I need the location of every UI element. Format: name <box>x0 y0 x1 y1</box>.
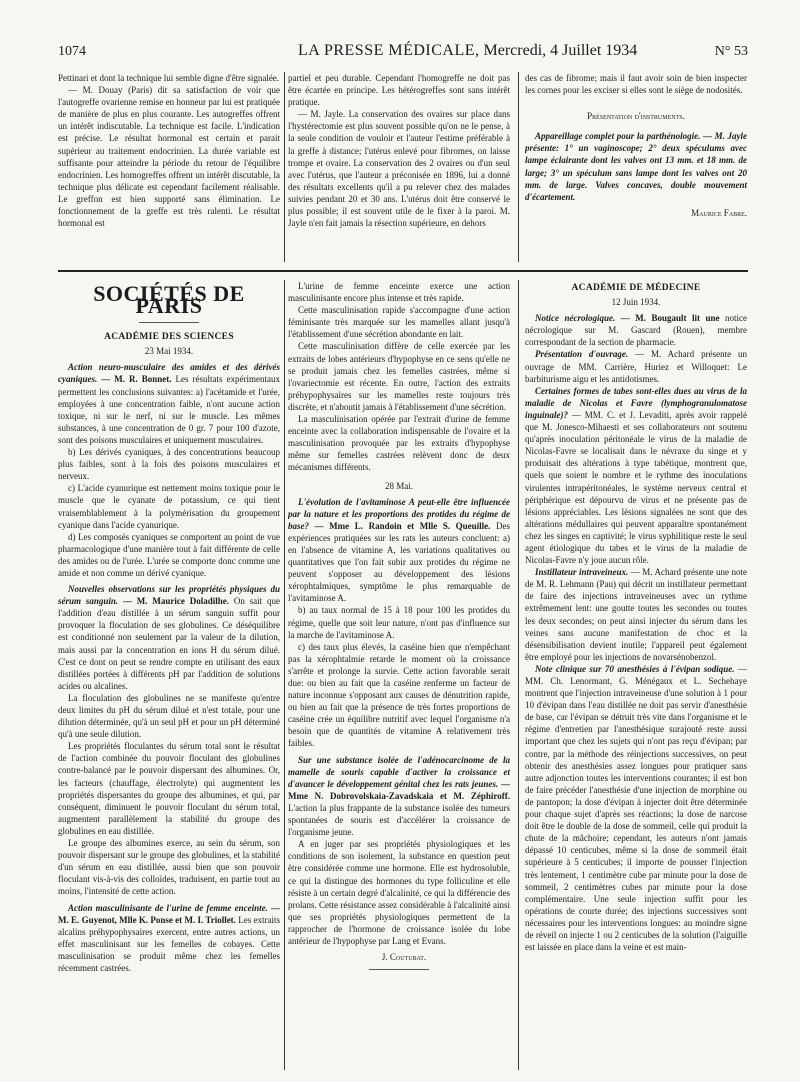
paragraph: Pettinari et dont la technique lui semble digne d'être signalée. <box>58 73 280 83</box>
paragraph: c) L'acide cyanurique est nettement moins toxique pour le muscle que le cyanate de potassium, ce qui tient vraisemblablement à la polymérisation du groupement cyanique dans l'acide cyanurique. <box>58 483 280 530</box>
section-heading: ACADÉMIE DES SCIENCES <box>104 332 234 343</box>
paragraph: — M. Achard présente une note de M. R. Lehmann (Pau) qui décrit un instillateur permettant de faire des injections intraveineuses avec un rythme extrêmement lent: une goutte toutes les secondes ou toutes les deux secondes; on peut ainsi injecter du sérum dans les veines sans aucune manifestation de choc et la désensibilisation devient inutile; l'appareil peut également être employé pour les injections de novarsénobenzol. <box>525 567 747 662</box>
paragraph: Appareillage complet pour la parthénologie. — M. Jayle présente: 1° un vaginoscope; 2° deux spéculums avec lampe éclairante dont les valves ont 13 mm. et 18 mm. de large; 3° un spéculum sans lampe dont les valves ont 20 mm. de large. Valves concaves, double mouvement d'écartement. <box>525 131 747 202</box>
journal-name: LA PRESSE MÉDICALE, <box>298 42 480 59</box>
bottom-column-1 <box>58 280 280 1075</box>
paragraph: La floculation des globulines ne se manifeste qu'entre deux limites du pH du sérum dilué et n'est totale, pour une dilution déterminée, qu'à un seul pH et pour un pH déterminé qu'à une seule dilution. <box>58 692 280 740</box>
bottom-column-2 <box>288 280 510 1075</box>
paragraph: — M. Jayle. La conservation des ovaires sur place dans l'hystérectomie est plus souvent possible qu'on ne le pense, à la seule condition de vouloir et l'auteur l'estime préférable à la greffe à distance; l'utérus enlevé pour fibromes, on laisse trompe et ovaire. La conservation des 2 ovaires ou d'un seul avec l'utérus, que l'auteur a préconisée en 1896, lui a donné des résultats excellents qu'il a pu relever chez des malades suivies pendant 20 et 30 ans. L'utérus doit être conservé le plus possible; il est souvent utile de le fixer à la paroi. M. Jayle n'en fait jamais la résection supérieure, en dehors <box>288 109 510 229</box>
paragraph: La masculinisation opérée par l'extrait d'urine de femme enceinte avec la collaboration indispensable de l'ovaire et la masculinisation provoquée par les extraits d'hypophyse même sur femelles castrées relèvent donc de deux mécanismes différents. <box>288 414 510 473</box>
article-title: Présentation d'ouvrage. <box>535 349 629 360</box>
paragraph: b) au taux normal de 15 à 18 pour 100 les protides du régime, quelle que soit leur nature, n'ont pas d'influence sur la marche de l'avitaminose A. <box>288 605 510 640</box>
paragraph: L'action la plus frappante de la substance isolée des tumeurs spontanées de souris est d'accélérer la croissance de l'organisme jeune. <box>288 802 510 838</box>
issue-date: Mercredi, 4 Juillet 1934 <box>483 42 638 59</box>
paragraph: notice nécrologique sur M. Gascard (Rouen), membre correspondant de la section de pharmacie. <box>525 313 747 348</box>
paragraph: partiel et peu durable. Cependant l'homogreffe ne doit pas être écartée en principe. Les hétérogreffes sont sans intérêt pratique. <box>288 73 510 108</box>
paragraph: b) Les dérivés cyaniques, à des concentrations beaucoup plus faibles, sont à la fois des poisons musculaires et nerveux. <box>58 447 280 482</box>
journal-title <box>298 42 637 60</box>
page-number: 1074 <box>58 44 86 59</box>
title-rule <box>139 322 199 323</box>
section-rule <box>58 270 748 272</box>
paragraph: — M. Douay (Paris) dit sa satisfaction de voir que l'autogreffe ovarienne remise en honneur par lui est pratiquée de manière de plus en plus courante. Les autogreffes offrent un intérêt indiscutable. La technique est facile. L'indication est précise. Le résultat hormonal est certain et parait supérieur au traitement endocrinien. La durée variable est suffisante pour atteindre la période du retour de l'équilibre endocrinien. Les homogreffes offrent un intérêt discutable, la technique plus délicate est cependant facilement réalisable. Le greffon est bien supporté sans élimination. Le fonctionnement de la greffe est très ralenti. Le résultat hormonal est <box>58 85 280 229</box>
paragraph: Les extraits alcalins préhypophysaires exercent, entre autres actions, un effet masculinisant sur les femelles de cobayes. Cette masculinisation se produit même chez les femelles récemment castrées. <box>58 914 280 973</box>
session-date: 28 Mai. <box>385 480 413 491</box>
article-title: Action masculinisante de l'urine de femme enceinte. <box>68 902 268 913</box>
column-divider <box>284 72 285 262</box>
paragraph: — MM. Ch. Lenormant, G. Ménégaux et L. Sechehaye montrent que l'injection intraveineuse d'une solution à 1 pour 10 d'évipan dans l'eau distillée ne doit pas servir d'anesthésie de base, car l'évipan se détruit très vite dans l'organisme et le régime d'entretien par l'anesthésique surajouté reste aussi important que chez les sujets qui n'ont pas reçu d'évipan; par contre, par la méthode des réinjections successives, on peut obtenir des anesthésies assez longues pour pratiquer sans autre adjonction toutes les interventions courantes; il est bon de faire précéder l'anesthésie d'une injection de morphine ou de pantopon; la dose d'évipan à injecter doit être déterminée pour chaque sujet d'après ses réactions; la dose de narcose doit être le double de la dose de sommeil, celle qui produit la chute de la mâchoire; cependant, les auteurs n'ont jamais dépassé 10 centicubes, même si la dose de sommeil était supérieure à 5 centicubes; il importe de pousser l'injection très lentement, 1 centimètre cube par minute pour la dose de sommeil, 2 centimètres cubes par minute pour la dose complémentaire. Une seule injection suffit pour les opérations de courte durée; des injections successives sont nécessaires pour les interventions longues: au moindre signe de réveil on injecte 1 ou 2 centicubes de la solution (l'aiguille est laissée en place dans la veine et est main- <box>525 663 747 953</box>
article-author: — M. R. Bonnet. <box>101 374 172 385</box>
section-heading: ACADÉMIE DE MÉDECINE <box>571 283 701 293</box>
bottom-column-3 <box>525 280 747 1075</box>
paragraph: Les résultats expérimentaux permettent les conclusions suivantes: a) l'acétamide et l'urée, employées à une concentration faible, n'ont aucune action toxique, ni sur le nerf, ni sur le muscle. Les mêmes substances, à une concentration de 0 gr. 7 pour 100 d'azote, sont des poisons musculaires et uniquement musculaires. <box>58 374 280 445</box>
top-column-1 <box>58 72 280 272</box>
article-author: — Mme L. Randoin et Mlle S. Queuille. <box>314 520 491 531</box>
article-author: — M. Maurice Doladilhe. <box>122 596 229 607</box>
end-rule <box>369 969 429 970</box>
article-title: Sur une substance isolée de l'adénocarcinome de la mamelle de souris capable d'activer la croissance et d'avancer le développement génital chez les rats jeunes. <box>288 754 510 789</box>
article-title: Note clinique sur 70 anesthésies à l'évipan sodique. <box>535 663 735 674</box>
top-column-3 <box>525 72 747 272</box>
paragraph: L'urine de femme enceinte exerce une action masculinisante encore plus intense et très rapide. <box>288 281 510 304</box>
article-title: Notice nécrologique. <box>535 313 616 324</box>
paragraph: c) des taux plus élevés, la caséine bien que n'empêchant pas la xérophtalmie retarde le moment où la croissance s'arrête et prolonge la survie. Cette action favorable serait due: ou bien au fait que la caséine renferme un facteur de nature inconnue s'opposant aux causes de dénutrition rapide, ou bien au fait que la présence de très fortes proportions de caséine crée un équilibre nutritif avec lequel l'organisme n'a besoin que de quantités de vitamine A relativement très faibles. <box>288 641 510 749</box>
top-column-2 <box>288 72 510 272</box>
paragraph: — MM. C. et J. Levaditi, après avoir rappelé que M. Jonesco-Mihaesti et ses collaborateurs ont soutenu qu'après inoculation péritonéale le virus de la maladie de Nicolas-Favre se localisait dans le névraxe du singe et y produisait des altérations à type tabétique, montrent que, quels que soient le nombre et le rythme des inoculations virulentes intrapéritonéales, le système nerveux central et périphérique est dépourvu de virus et ne présente pas de lésions appréciables. Les lésions signalées ne sont que des altérations médullaires qui peuvent apparaître spontanément chez les singes en captivité; le virus syphilitique reste le seul agent étiologique du tabes et le virus de la maladie de Nicolas-Favre n'y joue aucun rôle. <box>525 409 747 566</box>
section-heading: Présentation d'instruments. <box>587 111 685 122</box>
article-title: Nouvelles observations sur les propriétés physiques du sérum sanguin. <box>58 584 280 607</box>
paragraph: Le groupe des albumines exerce, au sein du sérum, son pouvoir dispersant sur le groupe des globulines, et la stabilité d'un sérum en eau distillée, aussi bien que son pouvoir floculant vis-à-vis des colloïdes, traduisent, en partie tout au moins, l'intensité de cette action. <box>58 838 280 897</box>
article-author: — M. E. Guyenot, Mlle K. Ponse et M. I. Triollet. <box>58 902 280 925</box>
paragraph: A en juger par ses propriétés physiologiques et les conditions de son isolement, la substance en question peut être considérée comme une hormone. Elle est hydrosoluble, ce qui la distingue des hormones du type folliculine et elle résiste à un certain degré d'alcalinité, ce qui la différencie des prolans. Cette résistance assez considérable à l'alcalinité ainsi que ses propriétés physiologiques permettent de la rapprocher de l'hormone de croissance isolée du lobe antérieur de l'hypophyse par Lang et Evans. <box>288 839 510 946</box>
paragraph: — M. Achard présente un ouvrage de MM. Carrière, Huriez et Willoquet: Le barbiturisme aigu et les antidotismes. <box>525 349 747 384</box>
page-header <box>58 40 748 64</box>
paragraph: Des expériences pratiquées sur les rats les auteurs concluent: a) en l'absence de vitamine A, les variations qualitatives ou quantitatives que l'on fait subir aux protides du régime ne peuvent s'opposer au développement des lésions xérophtalmiques, symptôme le plus remarquable de l'avitaminose A. <box>288 520 510 604</box>
paragraph: Cette masculinisation diffère de celle exercée par les extraits de lobes antérieurs d'hypophyse en ce sens qu'elle ne se produit jamais chez les femelles castrées, même si l'ovariectomie est récente. En outre, l'action des extraits préhypophysaires sur les mamelles reste toujours très discrète, et n'aboutit jamais à l'établissement d'une sécrétion. <box>288 341 510 412</box>
article-title: Certaines formes de tabes sont-elles dues au virus de la maladie de Nicolas et Favre (lymphogranulomatose inguinale)? <box>525 385 747 420</box>
session-date: 12 Juin 1934. <box>611 297 661 308</box>
session-date: 23 Mai 1934. <box>144 346 194 357</box>
column-divider <box>518 280 519 1070</box>
article-title: L'évolution de l'avitaminose A peut-elle être influencée par la nature et les proportions des protides du régime de base? <box>288 496 510 531</box>
paragraph: Les propriétés floculantes du sérum total sont le résultat de l'action combinée du pouvoir floculant des globulines contre-balancé par le pouvoir dispersant des albumines. Or, les facteurs (chauffage, électrolyte) qui augmentent les propriétés dispersantes du groupe des albumines, et qui, par conséquent, diminuent le pouvoir floculant du sérum total, augmentent parallèlement la stabilité du groupe des globulines en eau distillée. <box>58 741 280 836</box>
article-title: Instillateur intraveineux. <box>535 567 629 578</box>
signature: Maurice Fabre. <box>691 207 747 218</box>
paragraph: Cette masculinisation rapide s'accompagne d'une action féminisante très marquée sur les mamelles allant jusqu'à l'établissement d'une sécrétion abondante en lait. <box>288 305 510 340</box>
issue-number: N° 53 <box>714 44 748 59</box>
main-title: SOCIÉTÉS DE PARIS <box>93 281 245 319</box>
column-divider <box>284 280 285 1070</box>
column-divider <box>518 72 519 262</box>
paragraph: des cas de fibrome; mais il faut avoir soin de bien inspecter les cornes pour les exciser si elles sont le siège de nodosités. <box>525 73 747 96</box>
paragraph: d) Les composés cyaniques se comportent au point de vue pharmacologique d'une manière tout à fait différente de celle des amides ou de l'urée. L'urée se comporte donc comme une amide et non comme un dérivé cyanique. <box>58 531 280 578</box>
article-author: — M. Bougault lit une <box>620 313 720 324</box>
paragraph: On sait que l'addition d'eau distillée à un sérum sanguin suffit pour provoquer la floculation de ses globulines. Ce déséquilibre est conditionné non seulement par la valeur de la dilution, mais aussi par la concentration en ions H du sérum dilué. C'est ce dont on peut se rendre compte en utilisant des eaux distillées portées à différents pH par l'addition de solutions acides ou alcalines. <box>58 596 280 691</box>
article-title: Action neuro-musculaire des amides et des dérivés cyaniques. <box>58 362 280 385</box>
article-author: — Mme N. Dobrovolskaia-Zavadskaia et M. Zéphiroff. <box>288 778 510 801</box>
signature: J. Coutubat. <box>381 952 427 963</box>
